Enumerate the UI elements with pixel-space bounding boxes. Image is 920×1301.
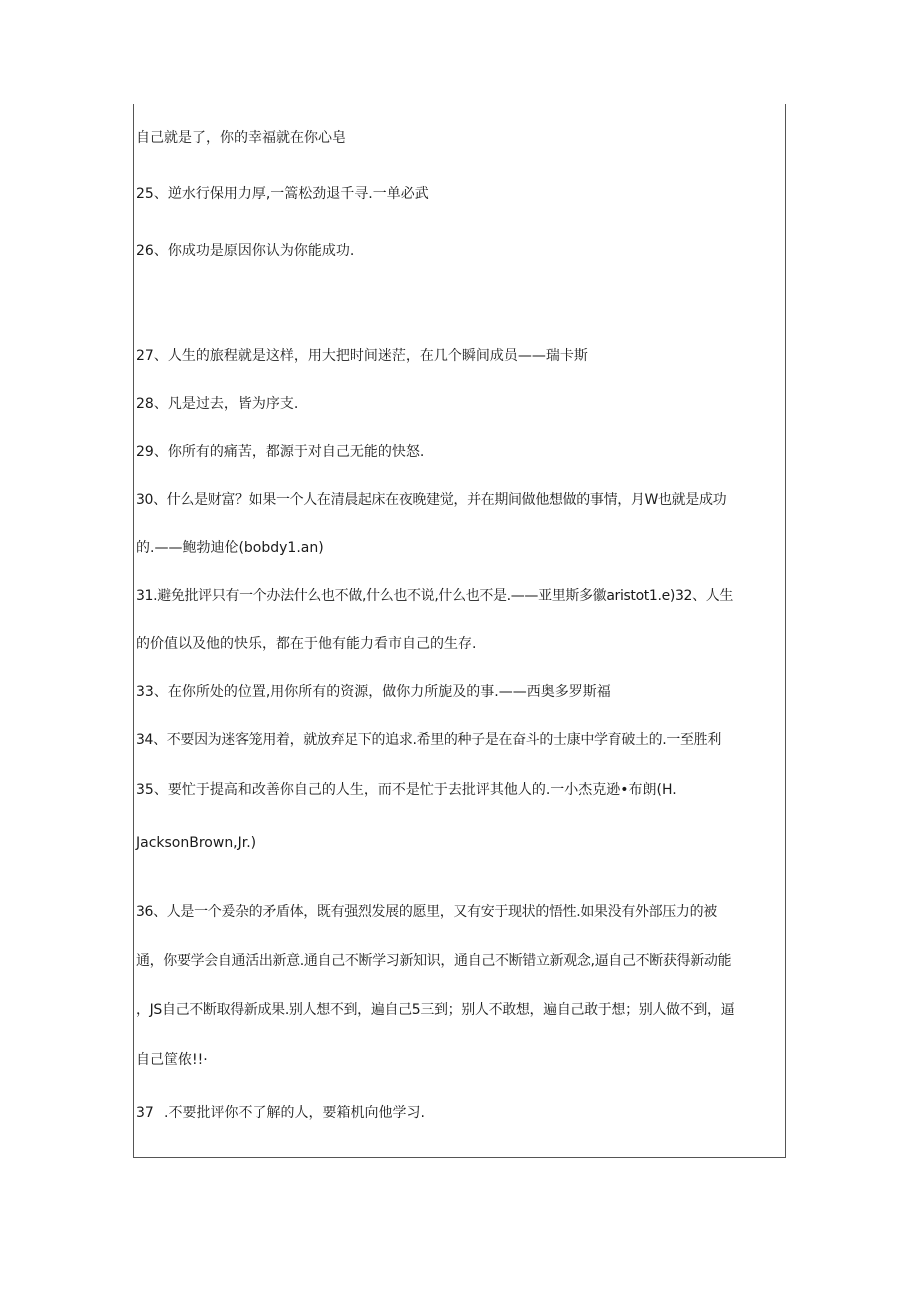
quote-27: 27、人生的旅程就是这样，用大把时间迷茫，在几个瞬间成员——瑞卡斯	[136, 348, 588, 364]
quote-25: 25、逆水行保用力厚,一篙松劲退千寻.一单必武	[136, 186, 429, 202]
quote-37	[136, 1103, 425, 1123]
quote-28: 28、凡是过去，皆为序支.	[136, 396, 299, 412]
quote-30: 30、什么是财富？如果一个人在清晨起床在夜晚建觉，并在期间做他想做的事情，月W也就是成功	[136, 492, 727, 508]
quote-36-cont-1: 通，你要学会自通活出新意.通自己不断学习新知识，通自己不断错立新观念,逼自己不断获得新动能	[136, 953, 732, 969]
quote-line: 自己就是了，你的幸福就在你心皂	[136, 130, 346, 146]
quote-34: 34、不要因为迷客笼用着，就放弃足下的追求.希里的种子是在奋斗的士康中学育破土的.一至胜利	[136, 732, 721, 748]
quote-36-cont-2: ，JS自己不断取得新成果.别人想不到，遍自己5三到；别人不敢想，遍自己敢于想；别人做不到，逼	[136, 1002, 735, 1018]
quote-29: 29、你所有的痛苦，都源于对自己无能的快怒.	[136, 444, 425, 460]
quote-36-cont-3: 自己筐侬!!·	[136, 1052, 208, 1068]
quote-26: 26、你成功是原因你认为你能成功.	[136, 243, 355, 259]
quote-32-cont: 的价值以及他的快乐，都在于他有能力看市自己的生存.	[136, 636, 477, 652]
quote-37-text: .不要批评你不了解的人，要箱机向他学习.	[164, 1105, 425, 1121]
quote-31: 31.避免批评只有一个办法什么也不做,什么也不说,什么也不是.——亚里斯多徽aristot1.e)32、人生	[136, 588, 734, 604]
quote-36: 36、人是一个爰杂的矛盾体，既有强烈发展的愿里，又有安于现状的悟性.如果没有外部压力的被	[136, 904, 717, 920]
quote-35: 35、要忙于提高和改善你自己的人生，而不是忙于去批评其他人的.一小杰克逊•布朗(H.	[136, 782, 677, 798]
quote-33: 33、在你所处的位置,用你所有的资源，做你力所旎及的事.——西奥多罗斯福	[136, 684, 611, 700]
quote-35-cont: JacksonBrown,Jr.)	[136, 835, 257, 851]
quote-37-number: 37	[136, 1105, 154, 1121]
quote-30-cont: 的.——鲍勃迪伦(bobdy1.an)	[136, 540, 324, 556]
